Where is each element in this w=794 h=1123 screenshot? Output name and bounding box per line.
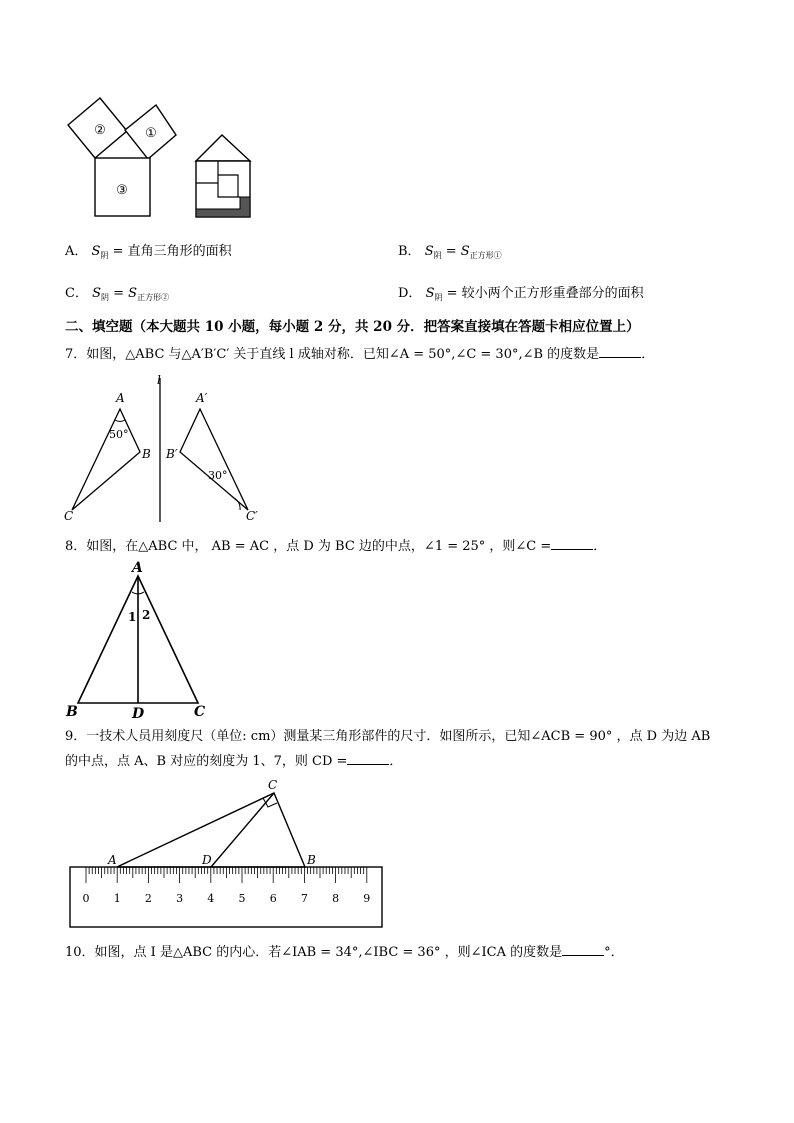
answer-blank-9[interactable] [347,752,389,765]
question-7: 7．如图，△ABC 与△A′B′C′ 关于直线 l 成轴对称．已知∠A = 50°,∠C = 30°,∠B 的度数是 ． [65,347,655,362]
ruler-tick-label: 0 [82,892,90,905]
question-9-line2: 的中点，点 A、B 对应的刻度为 1、7，则 CD = ． [65,754,403,769]
question-10-text: 10．如图，点 I 是△ABC 的内心．若∠IAB = 34°,∠IBC = 36° ，则∠ICA 的度数是 [65,945,563,960]
label-c-prime: C′ [246,509,258,523]
ruler-tick-label: 7 [300,892,308,905]
figure-q9 [60,775,390,935]
ruler-tick-label: 2 [144,892,152,905]
label-c: C [64,509,74,523]
answer-blank-10[interactable] [562,943,604,956]
ruler-tick-label: 3 [176,892,184,905]
house-roof [196,135,250,161]
label-angle-1: 1 [128,610,137,624]
option-b[interactable]: B． $S_阴 = S_{正方形①}$ [398,244,502,260]
figure-q7 [60,372,270,524]
angle-a-arc [115,420,125,421]
segment-cd [211,793,274,867]
angle-a-label: 50° [109,428,129,441]
triangle-abc-prime [180,409,248,510]
label-l: l [157,373,161,387]
right-angle-mark [263,798,277,807]
question-8: 8．如图，在△ABC 中， AB = AC ，点 D 为 BC 边的中点，∠1 = 25° ，则∠C = ． [65,539,607,554]
label-a-prime: A′ [196,391,208,405]
ruler-tick-label: 1 [113,892,121,905]
angle-arc-2 [138,592,144,594]
ruler-tick-label: 9 [363,892,371,905]
label-d: D [202,853,212,867]
label-a: A [108,853,117,867]
label-b: B [66,704,78,720]
square-3-label: ③ [116,183,128,198]
label-c: C [268,778,278,792]
question-9-line1: 9．一技术人员用刻度尺（单位: cm）测量某三角形部件的尺寸．如图所示，已知∠ACB = 90° ，点 D 为边 AB [65,729,711,744]
option-a[interactable]: A． $S_阴$ = 直角三角形的面积 [65,244,232,260]
label-b: B [142,447,151,461]
label-c: C [194,704,206,720]
label-a: A [116,391,125,405]
option-c[interactable]: C． $S_阴 = S_{正方形②}$ [65,286,170,302]
figure-q8 [60,556,220,722]
section-heading: 二、填空题（本大题共 10 小题，每小题 2 分，共 20 分．把答案直接填在答题卡相应位置上） [65,319,640,335]
question-10: 10．如图，点 I 是△ABC 的内心．若∠IAB = 34°,∠IBC = 36° ，则∠ICA 的度数是 °． [65,945,624,960]
label-d: D [132,706,145,722]
angle-c-arc [234,498,240,510]
ruler-tick-label: 5 [238,892,246,905]
ruler-tick-label: 8 [332,892,340,905]
angle-arc-1 [132,592,138,594]
square-2-label: ② [94,123,106,138]
label-b-prime: B′ [166,447,178,461]
question-7-text: 7．如图，△ABC 与△A′B′C′ 关于直线 l 成轴对称．已知∠A = 50°,∠C = 30°,∠B 的度数是 [65,347,600,362]
answer-blank-7[interactable] [599,345,641,358]
label-angle-2: 2 [142,608,151,622]
figure-squares [60,95,260,225]
question-8-text: 8．如图，在△ABC 中， AB = AC ，点 D 为 BC 边的中点，∠1 = 25° ，则∠C = [65,539,552,554]
ruler-tick-label: 4 [207,892,215,905]
option-d[interactable]: D． $S_阴$ = 较小两个正方形重叠部分的面积 [398,286,644,302]
answer-blank-8[interactable] [551,537,593,550]
angle-c-label: 30° [208,469,228,482]
square-1-label: ① [145,126,157,141]
ruler-tick-label: 6 [269,892,277,905]
label-a: A [132,560,143,576]
triangle-abc [72,409,140,510]
label-b: B [307,853,316,867]
